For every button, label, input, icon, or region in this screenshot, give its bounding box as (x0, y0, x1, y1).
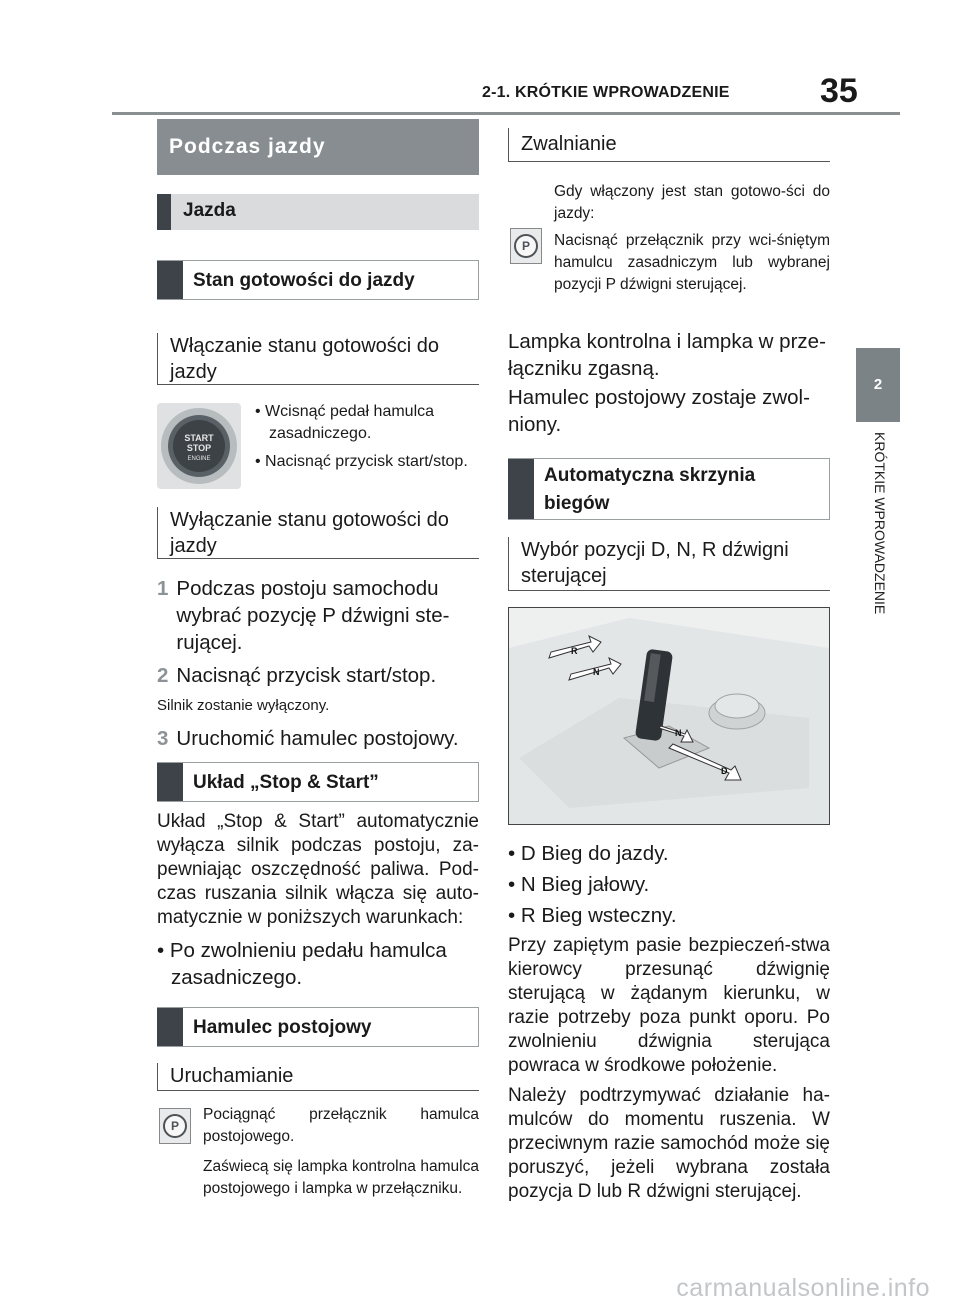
step-number: 3 (157, 727, 169, 750)
steps-list (157, 575, 479, 752)
heading-automatyczna-skrzynia (508, 458, 830, 520)
list-item: • R Bieg wsteczny. (508, 904, 677, 927)
subheading-wylaczanie: Wyłączanie stanu gotowości do jazdy (157, 507, 479, 559)
uruchamianie-text-1: Pociągnąć przełącznik hamulca postojowego. (203, 1106, 479, 1145)
heading-hamulec-label: Hamulec postojowy (193, 1017, 372, 1038)
step-note: Silnik zostanie wyłączony. (157, 697, 330, 714)
subheading-wlaczanie: Włączanie stanu gotowości do jazdy (157, 333, 479, 385)
heading-stan-gotowosci (157, 260, 479, 300)
step-item (157, 575, 479, 656)
step-text: Podczas postoju samochodu wybrać pozycję P dźwigni ste-rującej. (176, 577, 450, 654)
wlaczanie-instructions (255, 401, 480, 473)
subheading-zwalnianie: Zwalnianie (508, 128, 830, 162)
engine-label: ENGINE (187, 456, 211, 462)
step-item (157, 662, 479, 689)
page-number: 35 (820, 72, 858, 110)
gear-label-n-lower: N (675, 728, 682, 738)
subheading-uruchamianie: Uruchamianie (157, 1063, 479, 1091)
zwalnianie-text-2: Nacisnąć przełącznik przy wci-śniętym hamulcu zasadniczym lub wybranej pozycji P dźwigni sterującej. (554, 232, 830, 293)
zwalnianie-text-1: Gdy włączony jest stan gotowo-ści do jazdy: (554, 183, 830, 222)
step-text: Uruchomić hamulec postojowy. (176, 727, 459, 750)
gear-bullets (508, 840, 830, 929)
heading-stop-start (157, 762, 479, 802)
step-item (157, 725, 479, 752)
heading-automatyczna-skrzynia-label: Automatyczna skrzynia biegów (544, 465, 756, 514)
list-item: • N Bieg jałowy. (508, 873, 650, 896)
chapter-label: KRÓTKIE WPROWADZENIE (872, 432, 888, 615)
gear-paragraph-1: Przy zapiętym pasie bezpieczeń-stwa kierowcy przesunąć dźwignię sterującą w żądanym kierunku, w razie potrzeby poza punkt oporu. Po zwolnieniu dźwignia sterująca powraca w środkowe położenie. (508, 935, 830, 1076)
parking-brake-icon (510, 228, 542, 264)
stop-label: STOP (186, 443, 212, 453)
p-symbol: P (163, 1114, 187, 1138)
subheading-wybor-pozycji: Wybór pozycji D, N, R dźwigni sterującej (508, 537, 830, 591)
step-text: Nacisnąć przycisk start/stop. (176, 664, 437, 687)
parking-brake-icon (159, 1108, 191, 1144)
header-section-title: 2-1. KRÓTKIE WPROWADZENIE (482, 84, 730, 101)
gear-label-d: D (721, 766, 728, 776)
step-number: 2 (157, 664, 169, 687)
heading-hamulec (157, 1007, 479, 1047)
heading-stop-start-label: Układ „Stop & Start” (193, 772, 379, 793)
list-item: • Wcisnąć pedał hamulca zasadniczego. (255, 403, 435, 442)
hamulec-zwolniony-text: Hamulec postojowy zostaje zwol-niony. (508, 386, 810, 436)
stop-start-bullet: • Po zwolnieniu pedału hamulca zasadniczego. (157, 939, 447, 989)
heading-stan-gotowosci-label: Stan gotowości do jazdy (193, 270, 415, 291)
gear-paragraph-2: Należy podtrzymywać działanie ha-mulców do momentu ruszenia. W przeciwnym razie samochód może się poruszyć, jeżeli wybrana została pozycja D lub R dźwigni sterującej. (508, 1085, 830, 1202)
gear-label-n-upper: N (593, 667, 600, 677)
start-label: START (184, 433, 214, 443)
gear-label-r: R (571, 646, 578, 656)
watermark: carmanualsonline.info (676, 1274, 930, 1302)
chapter-tab: 2 (856, 348, 900, 422)
uruchamianie-text-2: Zaświecą się lampka kontrolna hamulca postojowego i lampka w przełączniku. (203, 1158, 479, 1197)
gear-selector-illustration (508, 607, 830, 825)
stop-start-description: Układ „Stop & Start” automatycznie wyłącza silnik podczas postoju, za-pewniając oszczędność paliwa. Pod-czas ruszania silnik włącza się auto-matycznie w poniższych warunkach: (157, 811, 479, 928)
heading-jazda: Jazda (157, 194, 479, 230)
section-podczas-jazdy: Podczas jazdy (157, 119, 479, 175)
start-stop-button-image (157, 403, 241, 489)
step-number: 1 (157, 577, 169, 600)
header-divider (112, 112, 900, 115)
p-symbol: P (514, 234, 538, 258)
list-item: • D Bieg do jazdy. (508, 842, 669, 865)
lampka-text: Lampka kontrolna i lampka w prze-łączniku zgasną. (508, 330, 826, 380)
list-item: • Nacisnąć przycisk start/stop. (255, 453, 468, 470)
